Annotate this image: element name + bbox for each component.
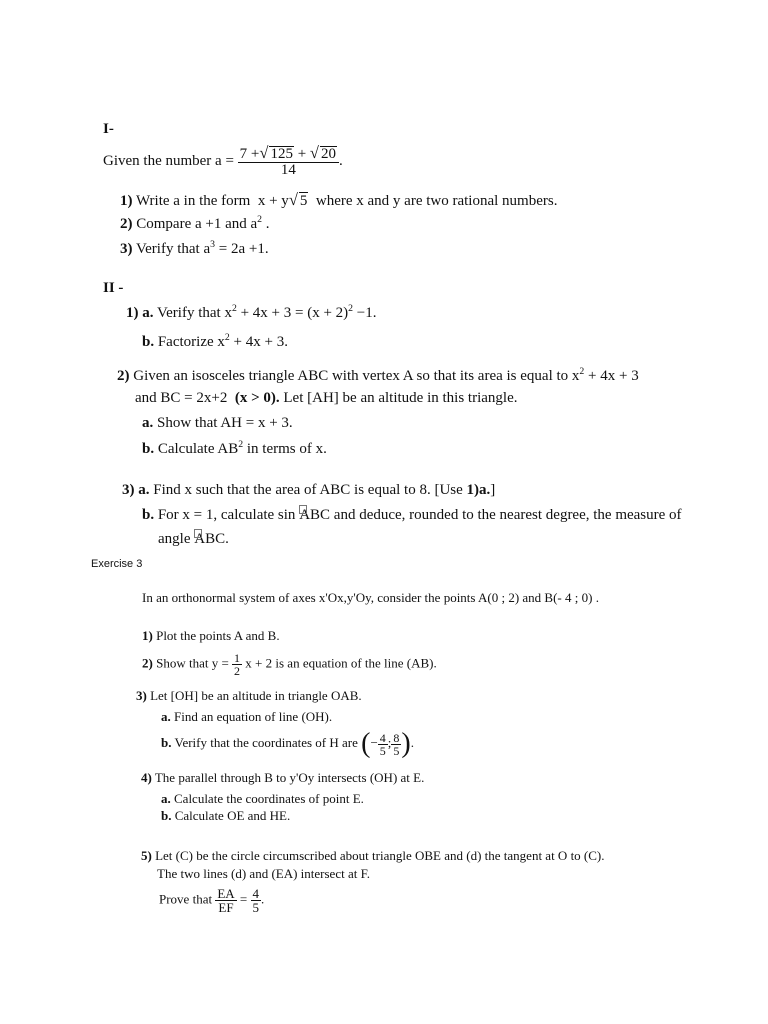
ex3-q1: 1) Plot the points A and B. [142,628,280,643]
ex3-intro: In an orthonormal system of axes x'Ox,y'Oy, consider the points A(0 ; 2) and B(- 4 ; 0) . [142,590,599,605]
part1-given: Given the number a = $\frac{7 +√ 125 + √ 20}{14}$ . [103,143,343,178]
part1-q1: 1) Write a in the form x + y√ 5 where x and y are two rational numbers. [120,190,558,209]
part1-q2: 2) Compare a +1 and $a^2$ . [120,214,270,232]
ex3-q3b: b. Verify that the coordinates of H are (− $\frac{4}{5}$ ; $\frac{8}{5}$ ). [161,728,414,759]
part2-q2-line2: and BC = 2x+2 (x > 0). Let [AH] be an altitude in this triangle. [135,390,518,406]
ex3-q3: 3) Let [OH] be an altitude in triangle OAB. [136,688,362,703]
given-text: Given the number a = [103,152,234,169]
angle-abc: ABC. [194,531,229,547]
part1-q3: 3) Verify that $a^3 = 2a +1$. [120,239,269,257]
ex3-q4: 4) The parallel through B to y'Oy intersects (OH) at E. [141,770,425,785]
part2-q1b: b. Factorize $x^2 + 4x + 3$. [142,332,288,350]
ex3-q3a: a. Find an equation of line (OH). [161,709,333,724]
part2-q1a: 1) a. Verify that $x^2 + 4x + 3 = (x + 2)^2 -1$. [126,303,377,321]
part2-q2-line1: 2) Given an isosceles triangle ABC with vertex A so that its area is equal to $x^2 + 4x + 3$ [117,366,639,384]
exercise3-heading: Exercise 3 [91,558,143,570]
ex3-q4b: b. Calculate OE and HE. [161,808,291,823]
number-a-fraction: $\frac{7 +√ 125 + √ 20}{14}$ [238,145,339,178]
part2-q2a: a. Show that AH = x + 3. [142,415,293,431]
ex3-q5: 5) Let (C) be the circle circumscribed about triangle OBE and (d) the tangent at O to (C). [141,848,605,863]
slope-fraction: $\frac{1}{2}$ [234,651,241,678]
part2-q3a: 3) a. Find x such that the area of ABC is equal to 8. [Use 1)a.] [122,482,496,498]
part2-heading: II - [103,280,124,296]
part1-heading: I- [103,121,114,137]
ex3-q5-prove: Prove that $\frac{EA}{EF}$ = $\frac{4}{5}$ . [159,886,265,915]
ratio-four-fifths: $\frac{4}{5}$ [252,886,260,915]
part2-q2b: b. Calculate $AB^2$ in terms of x. [142,439,327,457]
ex3-q4a: a. Calculate the coordinates of point E. [161,791,364,806]
ex3-q5-line2: The two lines (d) and (EA) intersect at F. [157,866,371,881]
angle-abc: ABC [299,507,331,523]
part2-q3b: b. For x = 1, calculate sin ABC and deduce, rounded to the nearest degree, the measure of [142,507,682,523]
ex3-q2: 2) Show that y = $\frac{1}{2}$ x + 2 is an equation of the line (AB). [142,651,437,678]
ratio-ea-ef: $\frac{EA}{EF}$ [217,886,235,915]
part2-q3b-line2: angle ABC. [158,531,229,547]
